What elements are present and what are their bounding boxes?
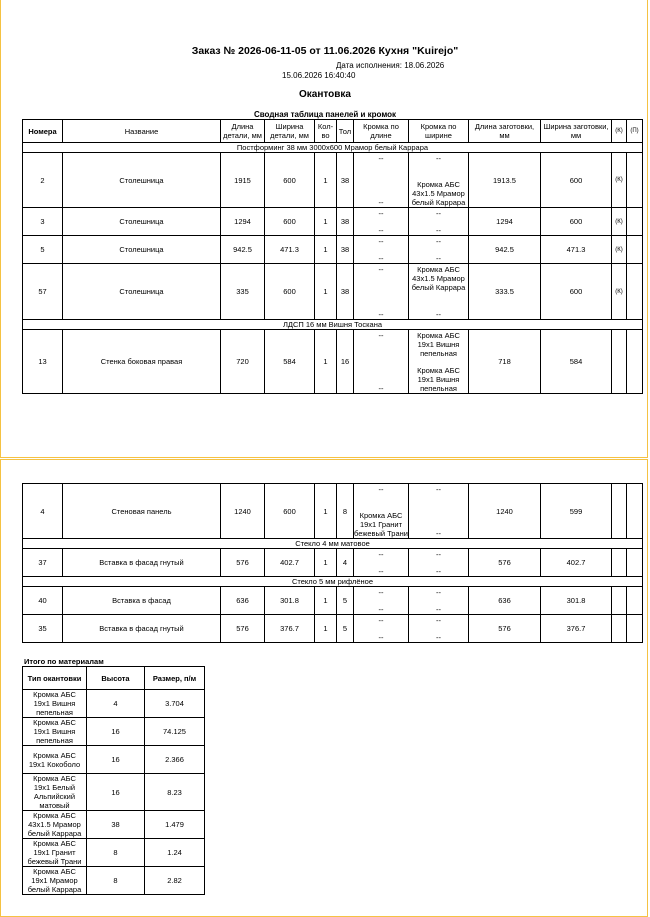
edge-length-top: -- (378, 208, 384, 218)
blank-width: 600 (541, 264, 612, 320)
part-number: 57 (23, 264, 63, 320)
edge-width-stack (409, 331, 468, 393)
thickness: 38 (337, 264, 354, 320)
edge-width (409, 484, 469, 539)
edge-length (354, 208, 409, 236)
edge-width-top: Кромка АБС 43x1.5 Мрамор белый Каррара (411, 264, 466, 292)
edge-length-stack (354, 485, 408, 538)
part-name: Вставка в фасад (63, 587, 221, 615)
totals-col-header: Высота (87, 667, 145, 690)
edge-length-stack (354, 588, 408, 614)
detail-width: 471.3 (265, 236, 315, 264)
edge-length-bottom: -- (378, 309, 384, 319)
edge-width (409, 330, 469, 394)
edge-width-bottom: -- (436, 309, 441, 319)
edge-length-stack (354, 237, 408, 263)
detail-length: 576 (221, 549, 265, 577)
edge-width (409, 549, 469, 577)
blank-length: 636 (469, 587, 541, 615)
blank-width: 402.7 (541, 549, 612, 577)
col-header: Длина детали, мм (221, 120, 265, 143)
flag-p (627, 153, 643, 208)
part-number: 5 (23, 236, 63, 264)
edge-size: 2.366 (145, 746, 205, 774)
totals-row (23, 718, 205, 746)
quantity: 1 (315, 587, 337, 615)
edge-length-top: -- (378, 236, 384, 246)
edge-width-stack (409, 265, 468, 319)
flag-k (612, 549, 627, 577)
part-name: Стенка боковая правая (63, 330, 221, 394)
edge-width-top: -- (436, 153, 441, 163)
edge-width-top: -- (436, 549, 441, 559)
detail-length: 1915 (221, 153, 265, 208)
edge-size: 1.479 (145, 811, 205, 839)
material-group-row (23, 577, 643, 587)
detail-length: 1240 (221, 484, 265, 539)
part-number: 2 (23, 153, 63, 208)
table-row (23, 236, 643, 264)
col-header: Кромка по ширине (409, 120, 469, 143)
edge-width-bottom: -- (436, 225, 441, 235)
order-title: Заказ № 2026-06-11-05 от 11.06.2026 Кухня "Kuirejo" (191, 45, 459, 57)
col-header: Название (63, 120, 221, 143)
edge-length (354, 484, 409, 539)
edge-length-top: -- (378, 587, 384, 597)
section-title: Окантовка (299, 89, 351, 100)
edge-width (409, 208, 469, 236)
thickness: 16 (337, 330, 354, 394)
edge-width (409, 264, 469, 320)
flag-k (612, 587, 627, 615)
detail-length: 335 (221, 264, 265, 320)
edge-length-top: -- (378, 330, 384, 340)
panels-table-page-1 (22, 119, 643, 394)
edge-width-stack (409, 588, 468, 614)
edge-length (354, 330, 409, 394)
detail-length: 636 (221, 587, 265, 615)
flag-k: (К) (612, 153, 627, 208)
edge-length-top: -- (378, 264, 384, 274)
quantity: 1 (315, 236, 337, 264)
edge-length-bottom: -- (378, 197, 384, 207)
edge-type: Кромка АБС 19x1 Белый Альпийский матовый (23, 774, 87, 811)
quantity: 1 (315, 549, 337, 577)
detail-length: 1294 (221, 208, 265, 236)
table-row (23, 264, 643, 320)
edge-height: 4 (87, 690, 145, 718)
edge-width (409, 236, 469, 264)
blank-length: 576 (469, 549, 541, 577)
col-header: Кромка по длине (354, 120, 409, 143)
edge-type: Кромка АБС 43x1.5 Мрамор белый Каррара (23, 811, 87, 839)
edge-width-bottom: -- (436, 632, 441, 642)
thickness: 4 (337, 549, 354, 577)
col-header: Тол (337, 120, 354, 143)
edge-width-top: -- (436, 236, 441, 246)
col-header: (К) (612, 120, 627, 143)
detail-length: 576 (221, 615, 265, 643)
totals-caption: Итого по материалам (24, 657, 104, 666)
edge-width-stack (409, 154, 468, 207)
edge-width (409, 587, 469, 615)
detail-width: 600 (265, 208, 315, 236)
thickness: 5 (337, 615, 354, 643)
edge-length-stack (354, 209, 408, 235)
thickness: 5 (337, 587, 354, 615)
col-header: Кол-во (315, 120, 337, 143)
edge-length-bottom: -- (378, 632, 384, 642)
edge-length-top: -- (378, 153, 384, 163)
col-header: (П) (627, 120, 643, 143)
detail-width: 600 (265, 153, 315, 208)
col-header: Номера (23, 120, 63, 143)
part-number: 13 (23, 330, 63, 394)
blank-length: 1913.5 (469, 153, 541, 208)
edge-width-top: -- (436, 484, 441, 494)
thickness: 38 (337, 236, 354, 264)
totals-col-header: Тип окантовки (23, 667, 87, 690)
flag-p (627, 264, 643, 320)
print-timestamp: 15.06.2026 16:40:40 (282, 71, 356, 80)
part-name: Вставка в фасад гнутый (63, 549, 221, 577)
edge-length (354, 587, 409, 615)
flag-p (627, 484, 643, 539)
edge-length-bottom: -- (378, 566, 384, 576)
totals-header-row (23, 667, 205, 690)
blank-width: 600 (541, 208, 612, 236)
thickness: 8 (337, 484, 354, 539)
edge-height: 8 (87, 839, 145, 867)
edge-type: Кромка АБС 19x1 Вишня пепельная (23, 718, 87, 746)
quantity: 1 (315, 208, 337, 236)
part-name: Стеновая панель (63, 484, 221, 539)
table-row (23, 208, 643, 236)
edge-size: 3.704 (145, 690, 205, 718)
blank-length: 718 (469, 330, 541, 394)
edge-width-bottom: -- (436, 566, 441, 576)
blank-width: 600 (541, 153, 612, 208)
edge-length (354, 153, 409, 208)
edge-length (354, 549, 409, 577)
edge-length-stack (354, 154, 408, 207)
flag-p (627, 587, 643, 615)
edge-length-bottom: -- (378, 604, 384, 614)
edge-width (409, 153, 469, 208)
edge-length-bottom: Кромка АБС 19x1 Гранит бежевый Трани (354, 510, 408, 538)
detail-width: 584 (265, 330, 315, 394)
flag-k (612, 330, 627, 394)
edge-length-stack (354, 331, 408, 393)
edge-type: Кромка АБС 19x1 Кокоболо (23, 746, 87, 774)
flag-k: (К) (612, 208, 627, 236)
edge-size: 1.24 (145, 839, 205, 867)
edge-type: Кромка АБС 19x1 Вишня пепельная (23, 690, 87, 718)
part-number: 3 (23, 208, 63, 236)
part-name: Столешница (63, 236, 221, 264)
thickness: 38 (337, 208, 354, 236)
edge-length-stack (354, 550, 408, 576)
flag-k (612, 484, 627, 539)
flag-p (627, 615, 643, 643)
col-header: Ширина заготовки, мм (541, 120, 612, 143)
part-number: 4 (23, 484, 63, 539)
table-row (23, 615, 643, 643)
table-row (23, 153, 643, 208)
edge-width-bottom: Кромка АБС 43x1.5 Мрамор белый Каррара (411, 179, 466, 207)
material-group-name: Постформинг 38 мм 3000x600 Мрамор белый Каррара (23, 143, 643, 153)
edge-width-top: -- (436, 208, 441, 218)
blank-width: 376.7 (541, 615, 612, 643)
edge-height: 16 (87, 746, 145, 774)
quantity: 1 (315, 615, 337, 643)
flag-p (627, 236, 643, 264)
quantity: 1 (315, 264, 337, 320)
blank-length: 1294 (469, 208, 541, 236)
detail-length: 942.5 (221, 236, 265, 264)
table-row (23, 549, 643, 577)
edge-length (354, 615, 409, 643)
part-number: 35 (23, 615, 63, 643)
edge-length-bottom: -- (378, 253, 384, 263)
edge-size: 2.82 (145, 867, 205, 895)
flag-p (627, 549, 643, 577)
thickness: 38 (337, 153, 354, 208)
part-number: 40 (23, 587, 63, 615)
detail-width: 600 (265, 484, 315, 539)
flag-k: (К) (612, 264, 627, 320)
edge-width-bottom: Кромка АБС 19x1 Вишня пепельная (417, 365, 460, 393)
detail-length: 720 (221, 330, 265, 394)
totals-col-header: Размер, п/м (145, 667, 205, 690)
edge-width (409, 615, 469, 643)
edge-type: Кромка АБС 19x1 Мрамор белый Каррара (23, 867, 87, 895)
edge-length-top: -- (378, 484, 384, 494)
table-row (23, 587, 643, 615)
execution-date: Дата исполнения: 18.06.2026 (336, 61, 445, 70)
edge-width-top: -- (436, 615, 441, 625)
totals-table (22, 666, 205, 895)
edge-length-top: -- (378, 615, 384, 625)
edge-height: 16 (87, 774, 145, 811)
material-group-row (23, 320, 643, 330)
edge-size: 74.125 (145, 718, 205, 746)
material-group-name: Стекло 4 мм матовое (23, 539, 643, 549)
edge-length-stack (354, 265, 408, 319)
quantity: 1 (315, 153, 337, 208)
quantity: 1 (315, 484, 337, 539)
totals-row (23, 774, 205, 811)
material-group-row (23, 143, 643, 153)
edge-width-stack (409, 616, 468, 642)
part-name: Столешница (63, 208, 221, 236)
edge-width-stack (409, 237, 468, 263)
edge-length (354, 236, 409, 264)
edge-type: Кромка АБС 19x1 Гранит бежевый Трани (23, 839, 87, 867)
totals-row (23, 811, 205, 839)
totals-row (23, 839, 205, 867)
detail-width: 376.7 (265, 615, 315, 643)
edge-length-top: -- (378, 549, 384, 559)
detail-width: 301.8 (265, 587, 315, 615)
edge-width-top: -- (436, 587, 441, 597)
flag-p (627, 330, 643, 394)
flag-k (612, 615, 627, 643)
panels-table-page-2 (22, 483, 643, 643)
edge-width-stack (409, 485, 468, 538)
edge-size: 8.23 (145, 774, 205, 811)
edge-length-stack (354, 616, 408, 642)
edge-height: 38 (87, 811, 145, 839)
blank-length: 1240 (469, 484, 541, 539)
material-group-name: Стекло 5 мм рифлёное (23, 577, 643, 587)
part-name: Столешница (63, 264, 221, 320)
blank-length: 333.5 (469, 264, 541, 320)
table-header-row (23, 120, 643, 143)
material-group-row (23, 539, 643, 549)
edge-width-top: Кромка АБС 19x1 Вишня пепельная (417, 330, 460, 358)
edge-width-bottom: -- (436, 253, 441, 263)
totals-row (23, 690, 205, 718)
detail-width: 600 (265, 264, 315, 320)
blank-length: 942.5 (469, 236, 541, 264)
table-caption: Сводная таблица панелей и кромок (253, 110, 397, 119)
quantity: 1 (315, 330, 337, 394)
flag-k: (К) (612, 236, 627, 264)
part-number: 37 (23, 549, 63, 577)
edge-width-bottom: -- (436, 604, 441, 614)
totals-row (23, 746, 205, 774)
part-name: Столешница (63, 153, 221, 208)
edge-height: 8 (87, 867, 145, 895)
part-name: Вставка в фасад гнутый (63, 615, 221, 643)
blank-width: 471.3 (541, 236, 612, 264)
edge-width-bottom: -- (436, 528, 441, 538)
edge-width-stack (409, 550, 468, 576)
totals-row (23, 867, 205, 895)
blank-width: 599 (541, 484, 612, 539)
table-row (23, 484, 643, 539)
material-group-name: ЛДСП 16 мм Вишня Тоскана (23, 320, 643, 330)
edge-length (354, 264, 409, 320)
blank-width: 301.8 (541, 587, 612, 615)
col-header: Длина заготовки, мм (469, 120, 541, 143)
detail-width: 402.7 (265, 549, 315, 577)
edge-width-stack (409, 209, 468, 235)
blank-length: 576 (469, 615, 541, 643)
blank-width: 584 (541, 330, 612, 394)
edge-length-bottom: -- (378, 225, 384, 235)
col-header: Ширина детали, мм (265, 120, 315, 143)
flag-p (627, 208, 643, 236)
edge-height: 16 (87, 718, 145, 746)
edge-length-bottom: -- (378, 383, 384, 393)
table-row (23, 330, 643, 394)
